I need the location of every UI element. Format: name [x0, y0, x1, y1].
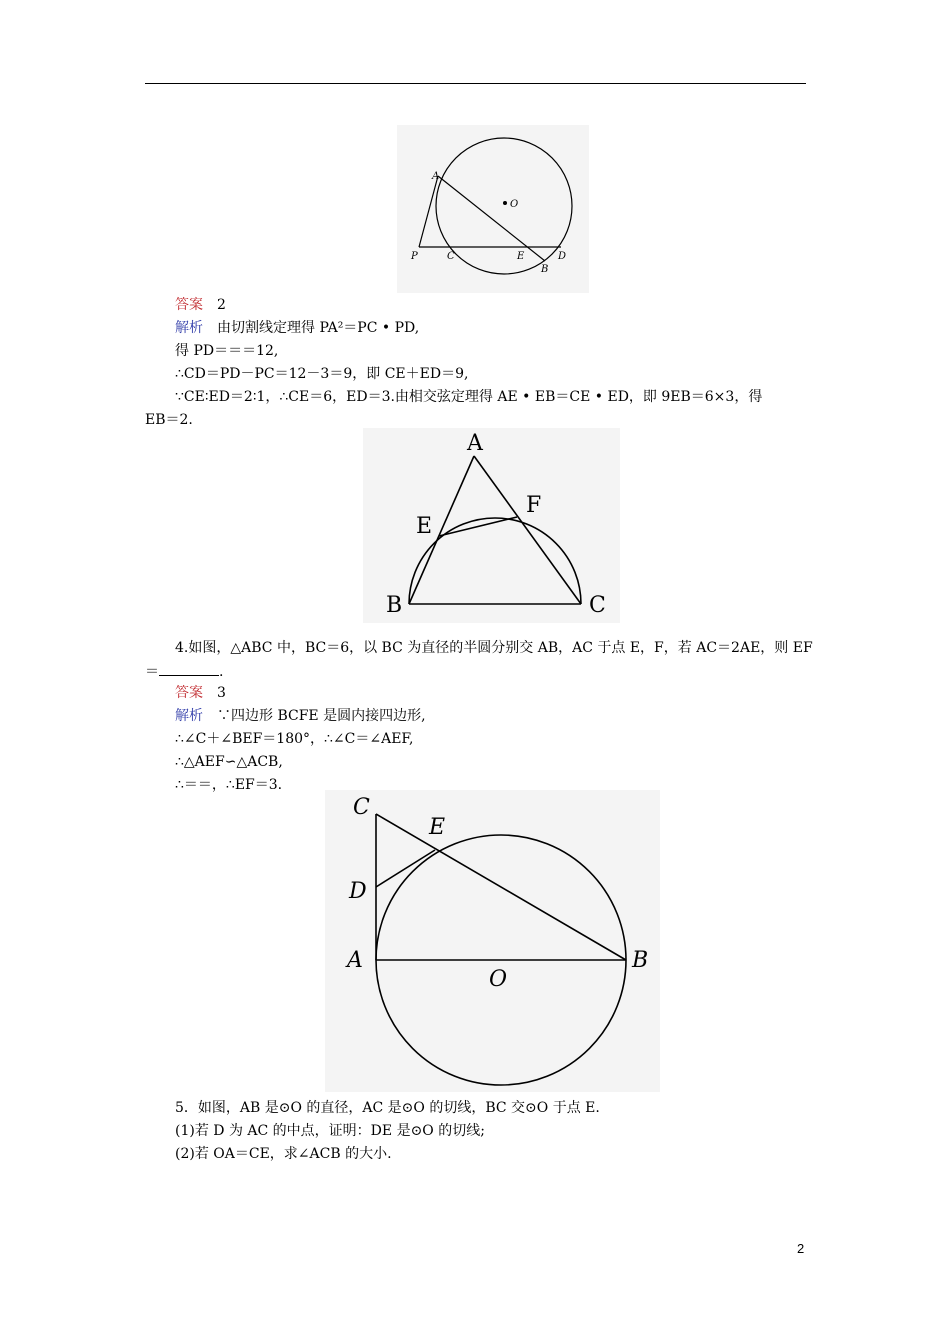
figure-circle-secant — [397, 125, 589, 293]
analysis-label: 解析 — [175, 708, 203, 724]
q3-analysis-line-4: ∵CE∶ED＝2∶1，∴CE＝6，ED＝3.由相交弦定理得 AE • EB＝CE • ED，即 9EB＝6×3，得 — [175, 389, 763, 405]
q4-stem-line-1: 4.如图，△ABC 中，BC＝6，以 BC 为直径的半圆分别交 AB，AC 于点 E，F，若 AC＝2AE，则 EF — [175, 640, 813, 656]
q3-analysis-line-2: 得 PD＝＝＝12, — [175, 343, 279, 359]
q3-analysis-line-1 — [175, 318, 419, 338]
q5-part-1: (1)若 D 为 AC 的中点，证明：DE 是⊙O 的切线; — [175, 1123, 485, 1139]
label-E: E — [517, 251, 525, 262]
label-C: C — [589, 593, 606, 618]
q4-analysis-line-4: ∴＝＝，∴EF＝3. — [175, 777, 283, 793]
answer-value: 3 — [217, 685, 226, 701]
answer-blank — [159, 661, 219, 676]
label-E: E — [416, 514, 433, 539]
answer-value: 2 — [217, 297, 226, 313]
analysis-text: ∵四边形 BCFE 是圆内接四边形, — [217, 708, 426, 724]
label-B: B — [632, 948, 649, 973]
figure-triangle-semicircle-svg — [363, 428, 620, 623]
answer-label: 答案 — [175, 297, 203, 313]
q4-analysis-line-3: ∴△AEF∽△ACB, — [175, 754, 283, 770]
q5-stem: 5．如图，AB 是⊙O 的直径，AC 是⊙O 的切线，BC 交⊙O 于点 E. — [175, 1100, 600, 1116]
figure-circle-tangent — [325, 790, 660, 1092]
q4-equals: ＝ — [145, 664, 159, 680]
label-C: C — [447, 251, 455, 262]
label-D: D — [558, 251, 567, 262]
label-A: A — [467, 431, 483, 456]
header-rule — [145, 83, 806, 84]
analysis-text: 由切割线定理得 PA²＝PC • PD, — [217, 320, 420, 336]
label-B: B — [386, 593, 403, 618]
q4-analysis-line-2: ∴∠C＋∠BEF＝180°，∴∠C＝∠AEF, — [175, 731, 414, 747]
label-O: O — [510, 199, 519, 210]
analysis-label: 解析 — [175, 320, 203, 336]
label-E: E — [429, 815, 446, 840]
label-P: P — [411, 251, 418, 262]
q4-answer — [175, 683, 226, 703]
label-O: O — [489, 967, 508, 992]
q3-analysis-line-3: ∴CD＝PD－PC＝12－3＝9，即 CE＋ED＝9, — [175, 366, 469, 382]
page-number: 2 — [797, 1241, 805, 1256]
label-A: A — [347, 948, 363, 973]
label-C: C — [353, 795, 370, 820]
label-B: B — [541, 264, 549, 275]
q4-stem-line-2 — [145, 661, 223, 682]
label-F: F — [526, 493, 542, 518]
q4-period: . — [219, 664, 224, 680]
figure-circle-secant-svg — [397, 125, 589, 293]
q5-part-2: (2)若 OA＝CE，求∠ACB 的大小. — [175, 1146, 392, 1162]
figure-triangle-semicircle — [363, 428, 620, 623]
figure-circle-tangent-svg — [325, 790, 660, 1092]
label-D: D — [349, 879, 367, 904]
q4-analysis-line-1 — [175, 706, 426, 726]
q3-analysis-line-5: EB＝2. — [145, 412, 193, 428]
q3-answer — [175, 295, 226, 315]
answer-label: 答案 — [175, 685, 203, 701]
label-A: A — [432, 171, 440, 182]
